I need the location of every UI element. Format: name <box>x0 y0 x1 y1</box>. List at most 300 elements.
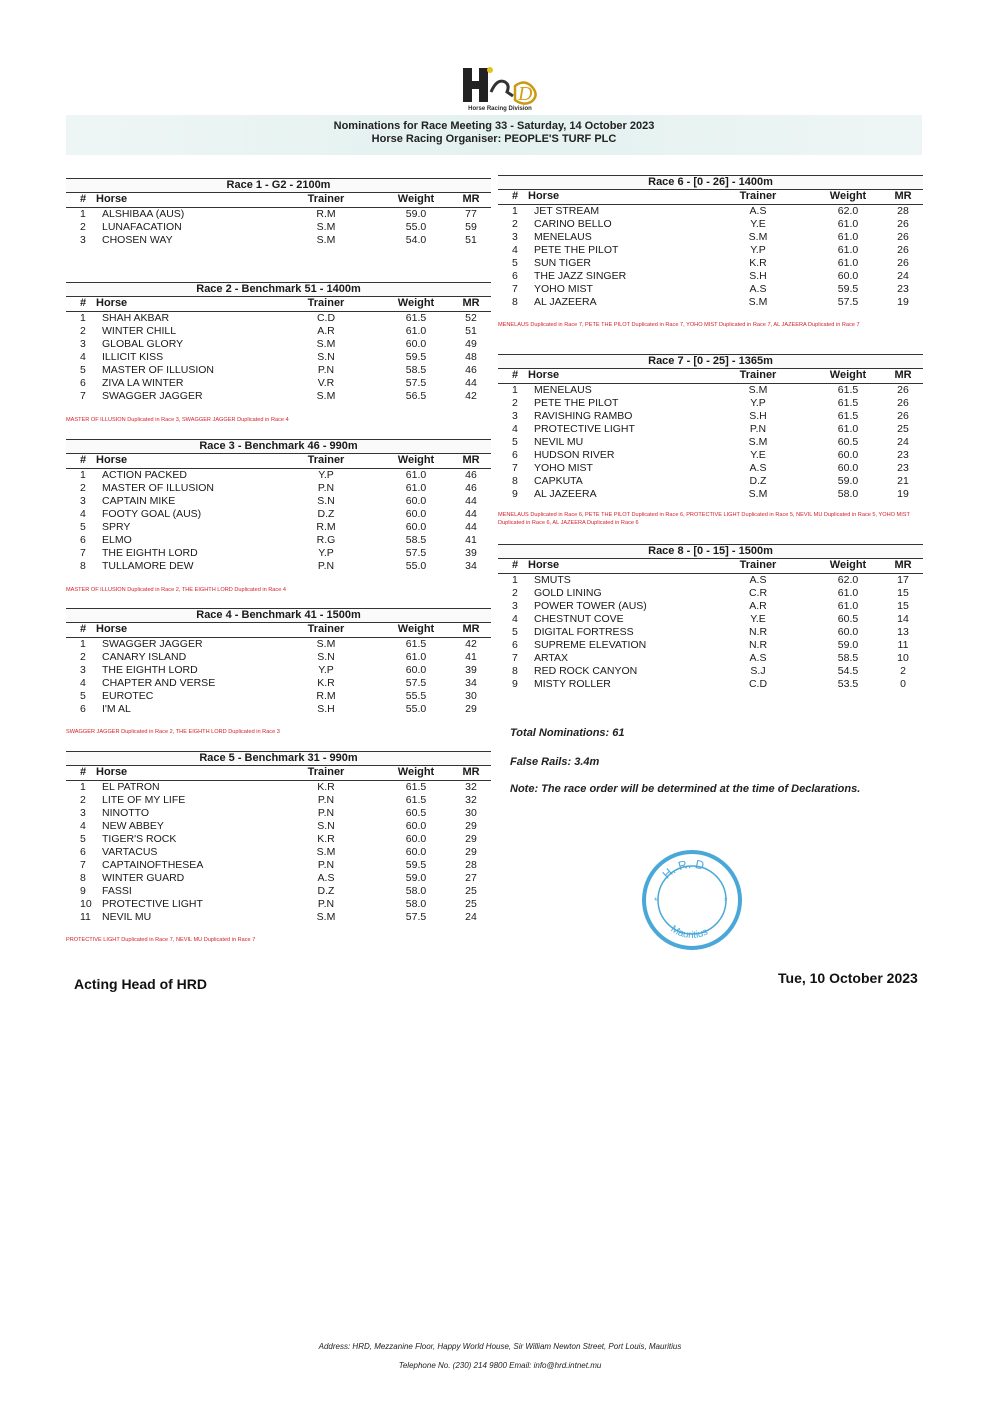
table-row <box>66 508 491 521</box>
entry-number: 8 <box>512 296 518 308</box>
trainer: K.R <box>317 833 335 845</box>
race-table-4 <box>66 608 491 716</box>
entry-number: 7 <box>80 547 86 559</box>
horse-name: SHAH AKBAR <box>102 312 170 324</box>
weight: 58.5 <box>405 534 427 546</box>
weight: 58.0 <box>405 885 427 897</box>
table-row <box>66 911 491 924</box>
merit-rating: 21 <box>897 475 909 487</box>
table-row <box>498 257 923 270</box>
header-mr: MR <box>462 193 480 205</box>
merit-rating: 26 <box>897 244 909 256</box>
weight: 55.0 <box>405 560 427 572</box>
trainer: N.R <box>748 626 768 638</box>
merit-rating: 32 <box>465 794 477 806</box>
table-row <box>66 469 491 482</box>
table-row <box>498 231 923 244</box>
table-row <box>66 872 491 885</box>
table-row <box>498 384 923 397</box>
merit-rating: 27 <box>465 872 477 884</box>
entry-number: 3 <box>512 410 518 422</box>
race-table-8 <box>498 544 923 691</box>
trainer: S.N <box>317 820 335 832</box>
merit-rating: 0 <box>900 678 906 690</box>
trainer: C.D <box>316 312 336 324</box>
horse-name: ALSHIBAA (AUS) <box>102 208 185 220</box>
table-row <box>66 703 491 716</box>
header-mr: MR <box>894 369 912 381</box>
weight: 60.0 <box>837 270 859 282</box>
entry-number: 9 <box>512 488 518 500</box>
table-row <box>66 521 491 534</box>
trainer: P.N <box>317 560 335 572</box>
weight: 60.5 <box>405 807 427 819</box>
trainer: S.H <box>317 703 335 715</box>
weight: 60.0 <box>837 462 859 474</box>
merit-rating: 26 <box>897 231 909 243</box>
table-row <box>66 820 491 833</box>
weight: 61.0 <box>837 257 859 269</box>
header-trainer: Trainer <box>307 623 345 635</box>
merit-rating: 10 <box>897 652 909 664</box>
table-row <box>498 574 923 587</box>
entry-number: 3 <box>80 338 86 350</box>
trainer: K.R <box>749 257 767 269</box>
duplicate-note: MASTER OF ILLUSION Duplicated in Race 2, THE EIGHTH LORD Duplicated in Race 4 <box>66 587 286 593</box>
trainer: S.M <box>316 638 336 650</box>
table-row <box>66 495 491 508</box>
horse-name: VARTACUS <box>102 846 158 858</box>
table-row <box>498 218 923 231</box>
table-row <box>498 587 923 600</box>
merit-rating: 41 <box>465 534 477 546</box>
table-row <box>66 390 491 403</box>
table-row <box>498 678 923 691</box>
table-row <box>498 462 923 475</box>
table-row <box>66 325 491 338</box>
weight: 61.5 <box>837 410 859 422</box>
merit-rating: 24 <box>897 436 909 448</box>
trainer: Y.P <box>318 664 334 676</box>
weight: 59.0 <box>405 208 427 220</box>
horse-name: THE EIGHTH LORD <box>102 547 198 559</box>
column-header-row <box>498 369 923 384</box>
entry-number: 5 <box>80 521 86 533</box>
page-title: Nominations for Race Meeting 33 - Saturday, 14 October 2023 <box>333 120 655 132</box>
table-row <box>498 449 923 462</box>
duplicate-note: SWAGGER JAGGER Duplicated in Race 2, THE EIGHTH LORD Duplicated in Race 3 <box>66 729 280 735</box>
weight: 59.5 <box>405 859 427 871</box>
horse-name: MENELAUS <box>534 384 592 396</box>
footer-phone: Telephone No. (230) 214 9800 Email: info@hrd.intnet.mu <box>398 1361 602 1370</box>
weight: 55.5 <box>405 690 427 702</box>
horse-name: CARINO BELLO <box>534 218 612 230</box>
header-horse: Horse <box>96 623 128 635</box>
horse-name: SMUTS <box>534 574 571 586</box>
entry-number: 1 <box>512 574 518 586</box>
merit-rating: 29 <box>465 820 477 832</box>
entry-number: 5 <box>512 626 518 638</box>
horse-name: I'M AL <box>102 703 131 715</box>
horse-name: LITE OF MY LIFE <box>102 794 186 806</box>
horse-name: DIGITAL FORTRESS <box>534 626 634 638</box>
race-table-1 <box>66 178 491 247</box>
weight: 59.0 <box>837 639 859 651</box>
table-row <box>498 423 923 436</box>
horse-name: ELMO <box>102 534 132 546</box>
trainer: S.H <box>749 410 767 422</box>
trainer: S.N <box>317 495 335 507</box>
duplicate-note: MENELAUS Duplicated in Race 7, PETE THE PILOT Duplicated in Race 7, YOHO MIST Duplicated in Race 7, AL JAZEERA Duplicated in Race 7 <box>498 322 860 328</box>
entry-number: 1 <box>512 205 518 217</box>
merit-rating: 34 <box>465 677 477 689</box>
horse-name: PROTECTIVE LIGHT <box>102 898 203 910</box>
entry-number: 8 <box>512 665 518 677</box>
entry-number: 7 <box>80 859 86 871</box>
merit-rating: 13 <box>897 626 909 638</box>
footer-address: Address: HRD, Mezzanine Floor, Happy World House, Sir William Newton Street, Port Louis, Mauritius <box>318 1342 682 1351</box>
entry-number: 6 <box>80 703 86 715</box>
column-header-row <box>498 190 923 205</box>
trainer: P.N <box>317 482 335 494</box>
trainer: R.G <box>316 534 336 546</box>
race-table-3 <box>66 439 491 573</box>
trainer: P.N <box>749 423 767 435</box>
column-header-row <box>66 297 491 312</box>
merit-rating: 26 <box>897 410 909 422</box>
horse-name: TIGER'S ROCK <box>102 833 177 845</box>
table-row <box>66 482 491 495</box>
race-title: Race 4 - Benchmark 41 - 1500m <box>66 608 491 623</box>
horse-name: RAVISHING RAMBO <box>534 410 633 422</box>
weight: 57.5 <box>405 911 427 923</box>
weight: 60.0 <box>405 846 427 858</box>
merit-rating: 44 <box>465 521 477 533</box>
trainer: A.R <box>749 600 767 612</box>
weight: 54.5 <box>837 665 859 677</box>
weight: 59.0 <box>837 475 859 487</box>
horse-name: CHAPTER AND VERSE <box>102 677 216 689</box>
header-trainer: Trainer <box>307 297 345 309</box>
table-row <box>66 351 491 364</box>
weight: 60.0 <box>405 664 427 676</box>
merit-rating: 59 <box>465 221 477 233</box>
table-row <box>66 547 491 560</box>
horse-name: ZIVA LA WINTER <box>102 377 184 389</box>
merit-rating: 26 <box>897 384 909 396</box>
merit-rating: 24 <box>897 270 909 282</box>
horse-name: WINTER GUARD <box>102 872 185 884</box>
weight: 61.5 <box>405 638 427 650</box>
entry-number: 4 <box>512 423 518 435</box>
race-table-6 <box>498 175 923 309</box>
horse-name: SPRY <box>102 521 131 533</box>
horse-name: JET STREAM <box>534 205 600 217</box>
merit-rating: 26 <box>897 218 909 230</box>
horse-name: GLOBAL GLORY <box>102 338 184 350</box>
weight: 61.0 <box>837 600 859 612</box>
weight: 57.5 <box>405 547 427 559</box>
merit-rating: 46 <box>465 482 477 494</box>
weight: 60.0 <box>405 833 427 845</box>
horse-name: CAPTAINOFTHESEA <box>102 859 204 871</box>
table-row <box>66 221 491 234</box>
horse-name: NEW ABBEY <box>102 820 164 832</box>
horse-name: CHOSEN WAY <box>102 234 173 246</box>
weight: 55.0 <box>405 703 427 715</box>
weight: 60.0 <box>837 626 859 638</box>
weight: 57.5 <box>405 377 427 389</box>
acting-head-label: Acting Head of HRD <box>74 976 207 992</box>
race-title: Race 3 - Benchmark 46 - 990m <box>66 439 491 454</box>
entry-number: 9 <box>512 678 518 690</box>
entry-number: 2 <box>80 794 86 806</box>
trainer: K.R <box>317 677 335 689</box>
merit-rating: 26 <box>897 397 909 409</box>
table-row <box>498 205 923 218</box>
weight: 59.5 <box>837 283 859 295</box>
entry-number: 1 <box>80 781 86 793</box>
merit-rating: 24 <box>465 911 477 923</box>
weight: 60.0 <box>405 521 427 533</box>
horse-name: CHESTNUT COVE <box>534 613 624 625</box>
entry-number: 1 <box>512 384 518 396</box>
horse-name: CAPTAIN MIKE <box>102 495 176 507</box>
header-trainer: Trainer <box>307 454 345 466</box>
weight: 61.0 <box>837 231 859 243</box>
table-row <box>66 677 491 690</box>
horse-name: SWAGGER JAGGER <box>102 638 203 650</box>
entry-number: 7 <box>512 652 518 664</box>
header-weight: Weight <box>397 193 435 205</box>
horse-name: CAPKUTA <box>534 475 583 487</box>
table-row <box>498 639 923 652</box>
entry-number: 6 <box>80 846 86 858</box>
merit-rating: 34 <box>465 560 477 572</box>
entry-number: 11 <box>80 911 91 923</box>
merit-rating: 23 <box>897 283 909 295</box>
entry-number: 6 <box>80 377 86 389</box>
duplicate-note: MENELAUS Duplicated in Race 6, PETE THE PILOT Duplicated in Race 6, PROTECTIVE LIGHT Duplicated in Race 5, NEVIL MU Duplicated in Race 5, YOHO MIST Duplicated in Race 6, AL JAZEERA Duplicated in Race 6 <box>498 512 910 526</box>
trainer: A.S <box>749 462 767 474</box>
trainer: S.M <box>316 221 336 233</box>
trainer: C.R <box>748 587 768 599</box>
trainer: A.S <box>749 205 767 217</box>
merit-rating: 26 <box>897 257 909 269</box>
table-row <box>66 690 491 703</box>
table-row <box>66 807 491 820</box>
table-row <box>66 560 491 573</box>
table-row <box>66 651 491 664</box>
horse-name: PETE THE PILOT <box>534 244 619 256</box>
logo-caption: Horse Racing Division <box>468 106 532 112</box>
header-trainer: Trainer <box>739 559 777 571</box>
horse-name: THE EIGHTH LORD <box>102 664 198 676</box>
weight: 60.0 <box>405 338 427 350</box>
race-table-2 <box>66 282 491 403</box>
entry-number: 4 <box>80 820 86 832</box>
table-row <box>66 534 491 547</box>
trainer: P.N <box>317 807 335 819</box>
entry-number: 3 <box>80 664 86 676</box>
entry-number: 4 <box>80 351 86 363</box>
weight: 61.0 <box>405 482 427 494</box>
horse-name: MENELAUS <box>534 231 592 243</box>
header-mr: MR <box>462 454 480 466</box>
table-row <box>66 234 491 247</box>
trainer: Y.E <box>750 613 766 625</box>
horse-name: NINOTTO <box>102 807 150 819</box>
header-num: # <box>80 297 87 309</box>
merit-rating: 17 <box>897 574 909 586</box>
weight: 61.0 <box>837 587 859 599</box>
entry-number: 2 <box>512 587 518 599</box>
false-rails: False Rails: 3.4m <box>510 756 600 768</box>
race-title: Race 5 - Benchmark 31 - 990m <box>66 751 491 766</box>
entry-number: 2 <box>512 397 518 409</box>
header-mr: MR <box>894 190 912 202</box>
merit-rating: 29 <box>465 703 477 715</box>
weight: 61.5 <box>405 794 427 806</box>
weight: 60.0 <box>837 449 859 461</box>
horse-name: YOHO MIST <box>534 283 593 295</box>
horse-name: YOHO MIST <box>534 462 593 474</box>
header-trainer: Trainer <box>739 369 777 381</box>
horse-name: PROTECTIVE LIGHT <box>534 423 635 435</box>
weight: 57.5 <box>405 677 427 689</box>
header-horse: Horse <box>528 559 560 571</box>
entry-number: 5 <box>512 257 518 269</box>
header-horse: Horse <box>528 190 560 202</box>
horse-name: EUROTEC <box>102 690 154 702</box>
race-title: Race 1 - G2 - 2100m <box>66 178 491 193</box>
weight: 62.0 <box>837 205 859 217</box>
trainer: V.R <box>317 377 335 389</box>
weight: 58.0 <box>837 488 859 500</box>
trainer: K.R <box>317 781 335 793</box>
table-row <box>498 296 923 309</box>
merit-rating: 29 <box>465 833 477 845</box>
table-row <box>66 781 491 794</box>
merit-rating: 42 <box>465 390 477 402</box>
trainer: Y.E <box>750 218 766 230</box>
entry-number: 8 <box>80 560 86 572</box>
entry-number: 3 <box>80 495 86 507</box>
merit-rating: 23 <box>897 449 909 461</box>
merit-rating: 11 <box>897 639 909 651</box>
trainer: S.M <box>748 231 768 243</box>
weight: 60.5 <box>837 613 859 625</box>
horse-name: CANARY ISLAND <box>102 651 187 663</box>
entry-number: 7 <box>512 283 518 295</box>
table-row <box>66 364 491 377</box>
table-row <box>66 208 491 221</box>
entry-number: 5 <box>80 364 86 376</box>
merit-rating: 23 <box>897 462 909 474</box>
merit-rating: 41 <box>465 651 477 663</box>
trainer: A.R <box>317 325 335 337</box>
header-mr: MR <box>894 559 912 571</box>
trainer: Y.P <box>318 469 334 481</box>
horse-name: RED ROCK CANYON <box>534 665 638 677</box>
horse-name: FASSI <box>102 885 132 897</box>
trainer: P.N <box>317 364 335 376</box>
column-header-row <box>498 559 923 574</box>
header-trainer: Trainer <box>307 193 345 205</box>
merit-rating: 32 <box>465 781 477 793</box>
horse-name: THE JAZZ SINGER <box>534 270 627 282</box>
table-row <box>498 652 923 665</box>
header-weight: Weight <box>829 369 867 381</box>
weight: 60.5 <box>837 436 859 448</box>
svg-text:H. R. D: H. R. D <box>659 856 706 882</box>
duplicate-note: MASTER OF ILLUSION Duplicated in Race 3, SWAGGER JAGGER Duplicated in Race 4 <box>66 417 289 423</box>
table-row <box>66 377 491 390</box>
horse-name: NEVIL MU <box>534 436 584 448</box>
merit-rating: 48 <box>465 351 477 363</box>
trainer: N.R <box>748 639 768 651</box>
horse-name: MASTER OF ILLUSION <box>102 364 215 376</box>
race-title: Race 8 - [0 - 15] - 1500m <box>498 544 923 559</box>
merit-rating: 39 <box>465 664 477 676</box>
header-horse: Horse <box>96 454 128 466</box>
entry-number: 8 <box>80 872 86 884</box>
trainer: R.M <box>316 521 336 533</box>
horse-name: TULLAMORE DEW <box>102 560 194 572</box>
header-mr: MR <box>462 297 480 309</box>
horse-name: POWER TOWER (AUS) <box>534 600 647 612</box>
trainer: Y.P <box>750 244 766 256</box>
entry-number: 3 <box>512 231 518 243</box>
entry-number: 8 <box>512 475 518 487</box>
table-row <box>66 846 491 859</box>
entry-number: 3 <box>80 807 86 819</box>
race-title: Race 6 - [0 - 26] - 1400m <box>498 175 923 190</box>
weight: 58.5 <box>405 364 427 376</box>
weight: 59.5 <box>405 351 427 363</box>
trainer: Y.P <box>750 397 766 409</box>
merit-rating: 2 <box>900 665 906 677</box>
merit-rating: 42 <box>465 638 477 650</box>
horse-name: MISTY ROLLER <box>534 678 611 690</box>
total-nominations: Total Nominations: 61 <box>510 727 625 739</box>
table-row <box>498 283 923 296</box>
horse-name: NEVIL MU <box>102 911 152 923</box>
header-weight: Weight <box>397 766 435 778</box>
table-row <box>66 312 491 325</box>
horse-name: ILLICIT KISS <box>102 351 164 363</box>
weight: 58.5 <box>837 652 859 664</box>
table-row <box>498 244 923 257</box>
entry-number: 4 <box>512 613 518 625</box>
table-row <box>498 613 923 626</box>
table-row <box>498 600 923 613</box>
header-weight: Weight <box>397 454 435 466</box>
horse-name: AL JAZEERA <box>534 296 597 308</box>
entry-number: 1 <box>80 312 86 324</box>
entry-number: 4 <box>80 677 86 689</box>
trainer: Y.E <box>750 449 766 461</box>
duplicate-note: PROTECTIVE LIGHT Duplicated in Race 7, NEVIL MU Duplicated in Race 7 <box>66 937 256 943</box>
weight: 58.0 <box>405 898 427 910</box>
merit-rating: 28 <box>897 205 909 217</box>
trainer: S.M <box>748 436 768 448</box>
trainer: S.M <box>316 911 336 923</box>
entry-number: 2 <box>80 651 86 663</box>
trainer: S.M <box>748 296 768 308</box>
trainer: D.Z <box>317 885 335 897</box>
trainer: S.M <box>748 488 768 500</box>
